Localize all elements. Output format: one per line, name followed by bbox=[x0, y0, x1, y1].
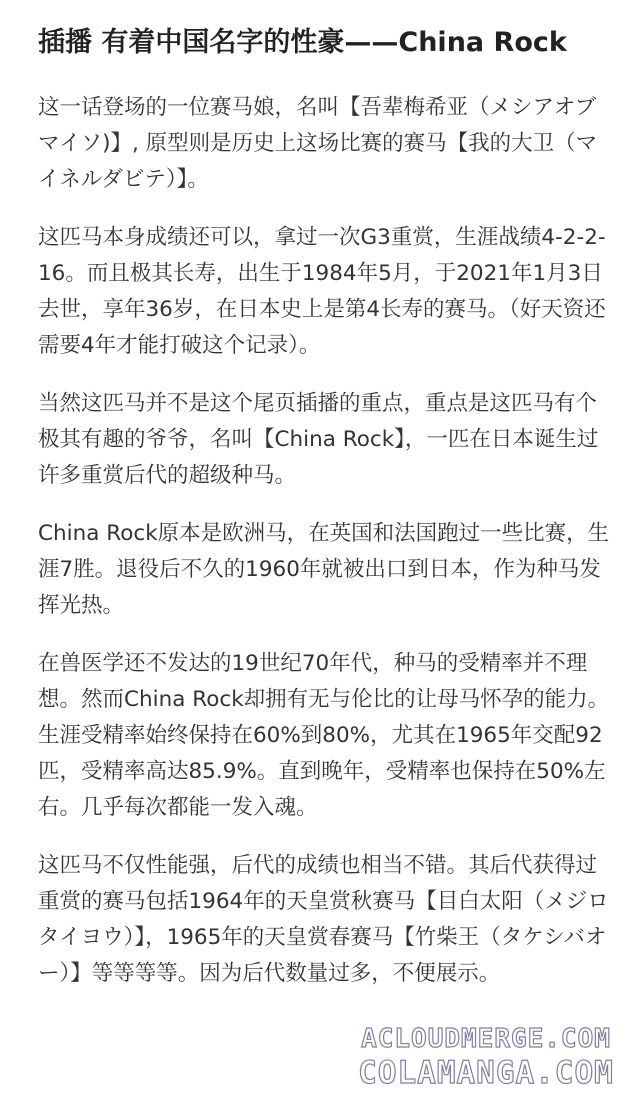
paragraph-5: 在兽医学还不发达的19世纪70年代，种马的受精率并不理想。然而China Rock却拥有无与伦比的让母马怀孕的能力。生涯受精率始终保持在60%到80%，尤其在1965年交配92匹，受精率高达85.9%。直到晚年，受精率也保持在50%左右。几乎每次都能一发入魂。 bbox=[38, 651, 610, 820]
paragraph-3: 当然这匹马并不是这个尾页插播的重点，重点是这匹马有个极其有趣的爷爷，名叫【China Rock】，一匹在日本诞生过许多重赏后代的超级种马。 bbox=[38, 391, 599, 488]
paragraph-6: 这匹马不仅性能强，后代的成绩也相当不错。其后代获得过重赏的赛马包括1964年的天皇赏秋赛马【目白太阳（メジロタイヨウ）】，1965年的天皇赏春赛马【竹柴王（タケシバオー）】等等等等。因为后代数量过多，不便展示。 bbox=[38, 853, 609, 986]
watermark-line-2: COLAMANGA.COM bbox=[358, 1055, 614, 1091]
paragraph-4: China Rock原本是欧洲马，在英国和法国跑过一些比赛，生涯7胜。退役后不久的1960年就被出口到日本，作为种马发挥光热。 bbox=[38, 521, 610, 618]
paragraph-1: 这一话登场的一位赛马娘，名叫【吾辈梅希亚（メシアオブマイソ)】, 原型则是历史上这场比赛的赛马【我的大卫（マイネルダビテ）】。 bbox=[38, 95, 598, 192]
paragraph-2: 这匹马本身成绩还可以，拿过一次G3重赏，生涯战绩4-2-2-16。而且极其长寿，出生于1984年5月，于2021年1月3日去世，享年36岁，在日本史上是第4长寿的赛马。（好天资还需要4年才能打破这个记录）。 bbox=[38, 225, 606, 358]
article-title: 插播 有着中国名字的性豪——China Rock bbox=[38, 27, 567, 58]
watermark-line-1: ACLOUDMERGE.COM bbox=[361, 1024, 611, 1054]
